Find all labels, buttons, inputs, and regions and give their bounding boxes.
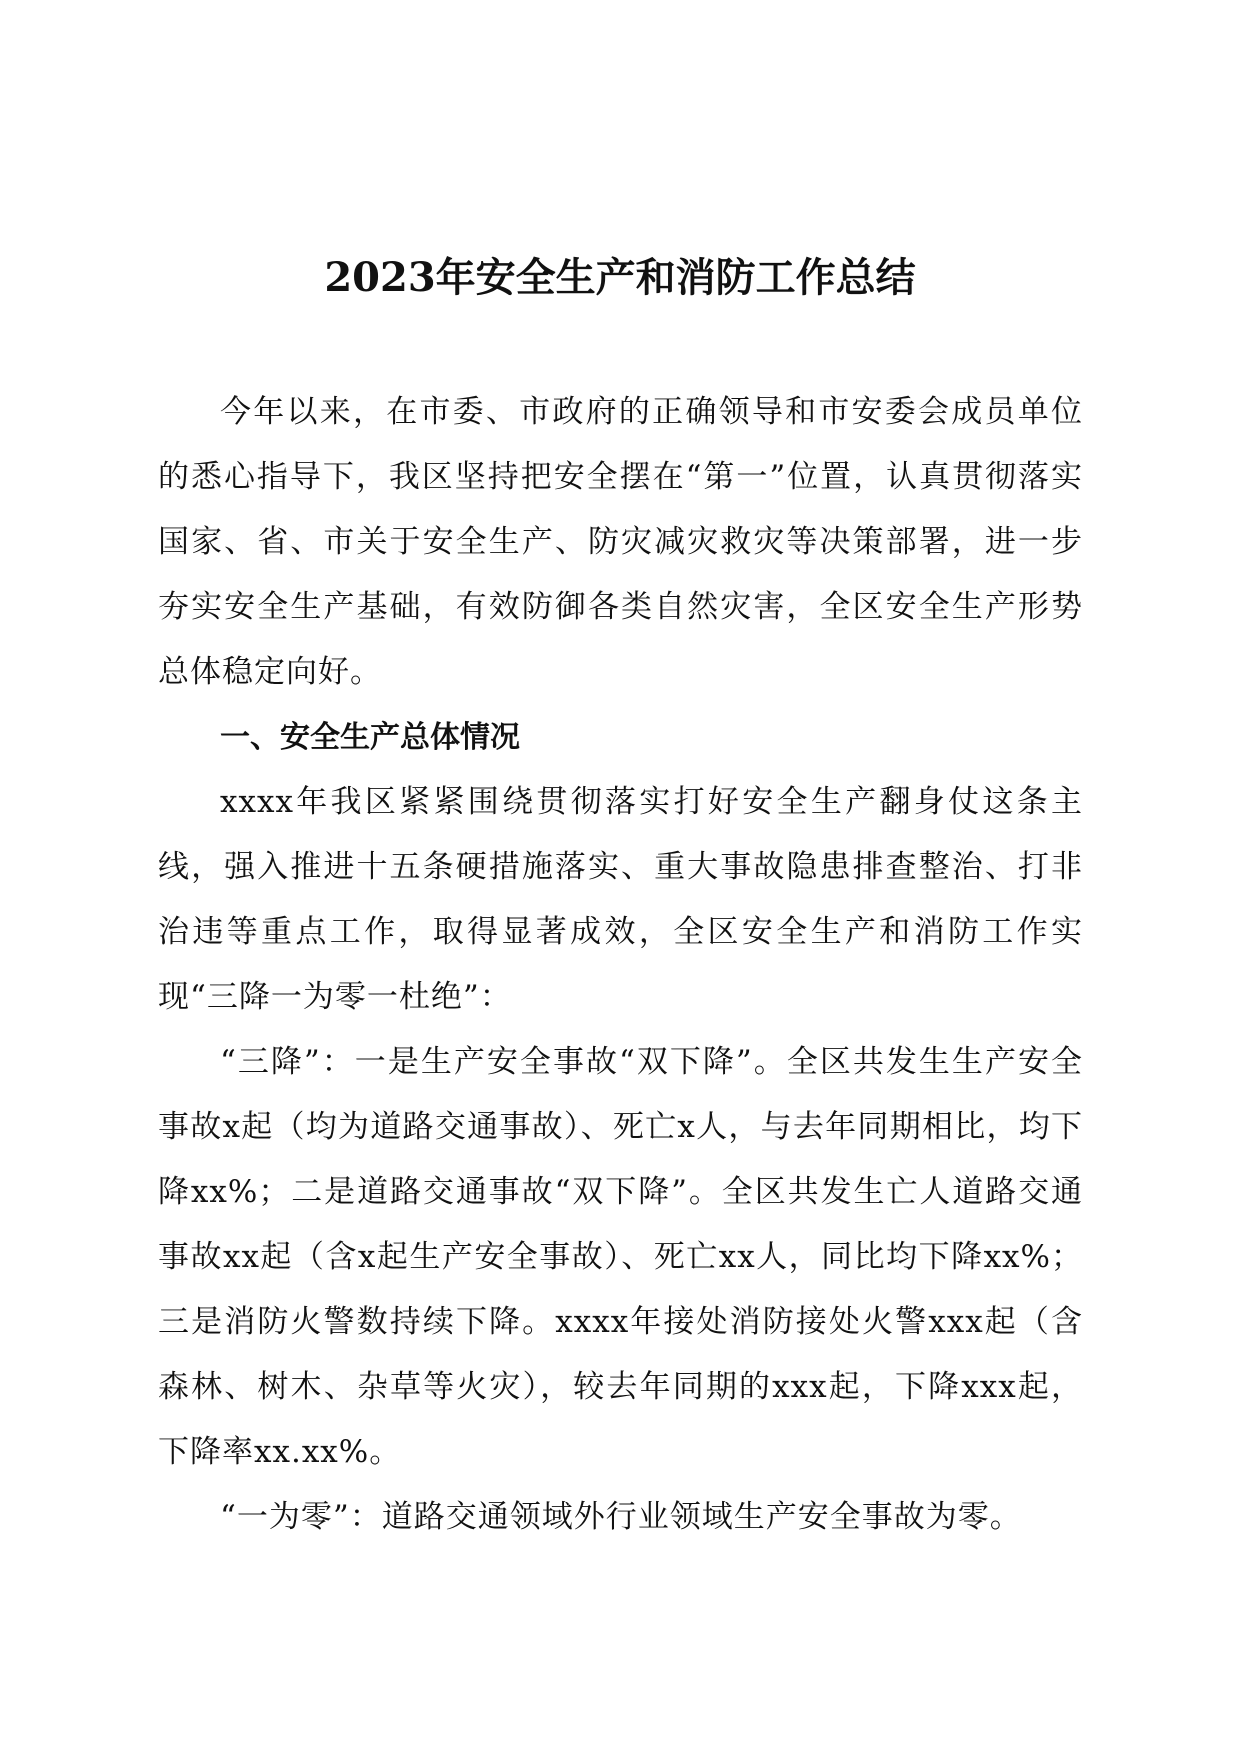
section-heading: 一、安全生产总体情况 [220,720,520,755]
document-body [158,380,1083,1550]
one-zero-paragraph: “一为零”：道路交通领域外行业领域生产安全事故为零。 [220,1499,1022,1535]
overview-paragraph: xxxx年我区紧紧围绕贯彻落实打好安全生产翻身仗这条主线，强入推进十五条硬措施落实、重大事故隐患排查整治、打非治违等重点工作，取得显著成效，全区安全生产和消防工作实现“三降一为零一杜绝”： [158,784,1083,1015]
document-title: 2023年安全生产和消防工作总结 [324,254,916,301]
intro-paragraph: 今年以来，在市委、市政府的正确领导和市安委会成员单位的悉心指导下，我区坚持把安全摆在“第一”位置，认真贯彻落实国家、省、市关于安全生产、防灾减灾救灾等决策部署，进一步夯实安全生产基础，有效防御各类自然灾害，全区安全生产形势总体稳定向好。 [158,394,1083,690]
three-declines-paragraph: “三降”：一是生产安全事故“双下降”。全区共发生生产安全事故x起（均为道路交通事故）、死亡x人，与去年同期相比，均下降xx%；二是道路交通事故“双下降”。全区共发生亡人道路交通事故xx起（含x起生产安全事故）、死亡xx人，同比均下降xx%；三是消防火警数持续下降。xxxx年接处消防接处火警xxx起（含森林、树木、杂草等火灾），较去年同期的xxx起，下降xxx起，下降率xx.xx%。 [158,1044,1083,1470]
